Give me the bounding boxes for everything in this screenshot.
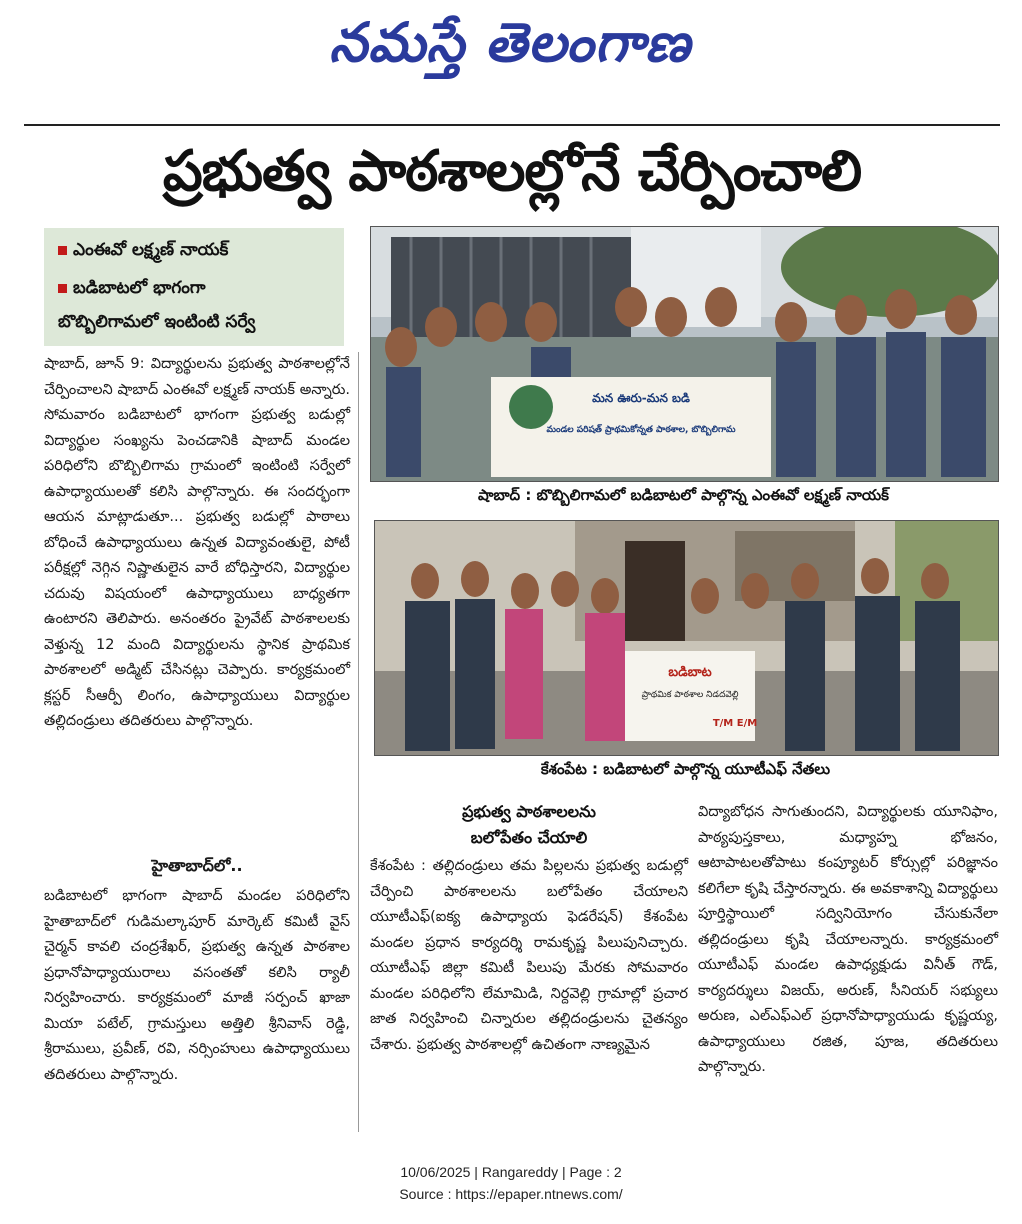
bullet-icon xyxy=(58,246,67,255)
deck-line-3: బొబ్బిలిగామలో ఇంటింటి సర్వే xyxy=(58,312,256,332)
footer-source[interactable]: Source : https://epaper.ntnews.com/ xyxy=(399,1186,623,1202)
newspaper-logo: నమస్తే తెలంగాణ xyxy=(329,10,691,74)
right-article-para-2: విద్యాబోధన సాగుతుందని, విద్యార్థులకు యూనిఫాం, పాఠ్యపుస్తకాలు, మధ్యాహ్న భోజనం, ఆటాపాటలతోపాటు కంప్యూటర్ కోర్సుల్లో పరిజ్ఞానం కలిగేలా కృషి చేస్తారన్నారు. ఈ అవకాశాన్ని విద్యార్థులు పూర్తిస్థాయిలో సద్వినియోగం చేసుకునేలా తల్లిదండ్రులు కృషి చేయాలన్నారు. కార్యక్రమంలో యూటీఎఫ్ మండల ఉపాధ్యక్షుడు వినీత్ గౌడ్, కార్యదర్శులు విజయ్, అరుణ్, సీనియర్ సభ్యులు అరుణ, ఎల్ఎఫ్ఎల్ ప్రధానోపాధ్యాయుడు కృష్ణయ్య, ఉపాధ్యాయులు రజిత, పూజ, తదితరులు పాల్గొన్నారు. xyxy=(698,804,998,1075)
banner-text-1: మన ఊరు-మన బడి xyxy=(592,391,690,405)
right-article-subhead-1: ప్రభుత్వ పాఠశాలలను xyxy=(462,802,596,821)
deck-box xyxy=(44,228,344,346)
right-article-para-1: కేశంపేట : తల్లిదండ్రులు తమ పిల్లలను ప్రభుత్వ బడుల్లో చేర్పించి పాఠశాలలను బలోపేతం చేయాలని యూటీఎఫ్(ఐక్య ఉపాధ్యాయ ఫెడరేషన్) కేశంపేట మండల ప్రధాన కార్యదర్శి రామకృష్ణ పిలుపునిచ్చారు. యూటీఎఫ్ జిల్లా కమిటీ పిలుపు మేరకు సోమవారం మండల పరిధిలోని లేమామిడి, నిర్దవెల్లి గ్రామాల్లో ప్రచార జాత నిర్వహించి చిన్నారుల తల్లిదండ్రులను చైతన్యం చేశారు. ప్రభుత్వ పాఠశాలల్లో ఉచితంగా నాణ్యమైన xyxy=(370,858,688,1053)
photo-bobbiligama xyxy=(370,226,999,482)
bullet-icon xyxy=(58,284,67,293)
right-article-col-2 xyxy=(698,800,998,1134)
photo-2-illustration xyxy=(375,521,998,755)
photo-keshampet xyxy=(374,520,999,756)
deck-line-1: ఎంఈవో లక్ష్మణ్ నాయక్ xyxy=(58,240,228,264)
header-rule xyxy=(24,124,1000,126)
footer-dateline: 10/06/2025 | Rangareddy | Page : 2 xyxy=(400,1164,622,1180)
banner-text-5: T/M E/M xyxy=(712,718,758,729)
column-rule xyxy=(358,352,359,1132)
headline: ప్రభుత్వ పాఠశాలల్లోనే చేర్పించాలి xyxy=(162,139,862,204)
banner-text-4: ప్రాథమిక పాఠశాల నిడదవెల్లి xyxy=(641,690,739,700)
deck-line-2: బడిబాటలో భాగంగా xyxy=(58,278,206,302)
masthead xyxy=(0,0,1022,90)
left-article-body xyxy=(44,352,350,852)
banner-text-3: బడిబాట xyxy=(668,665,712,680)
left-article-para-2: బడిబాటలో భాగంగా షాబాద్ మండల పరిధిలోని హైతాబాద్‌లో గుడిమల్కాపూర్ మార్కెట్ కమిటీ వైస్ చైర్మన్ కావలి చంద్రశేఖర్, ప్రభుత్వ ఉన్నత పాఠశాల ప్రధానోపాధ్యాయురాలు వసంతతో కలిసి ర్యాలీ నిర్వహించారు. కార్యక్రమంలో మాజీ సర్పంచ్ ఖాజా మియా పటేల్, గ్రామస్తులు అత్తిలి శ్రీనివాస్ రెడ్డి, శ్రీరాములు, ప్రవీణ్, రవి, నర్సింహులు ఉపాధ్యాయులు తదితరులు పాల్గొన్నారు. xyxy=(44,888,350,1083)
crosshead: హైతాబాద్‌లో.. xyxy=(151,856,243,875)
right-article-subhead-2: బలోపేతం చేయాలి xyxy=(470,828,588,847)
banner-text-2: మండల పరిషత్ ప్రాథమికోన్నత పాఠశాల, బొబ్బిలిగామ xyxy=(546,425,736,435)
photo-1-caption: షాబాద్ : బొబ్బిలిగామలో బడిబాటలో పాల్గొన్న ఎంఈవో లక్ష్మణ్ నాయక్ xyxy=(478,486,889,504)
left-article-para-1: షాబాద్, జూన్ 9: విద్యార్థులను ప్రభుత్వ పాఠశాలల్లోనే చేర్పించాలని షాబాద్ ఎంఈవో లక్ష్మణ్ నాయక్ అన్నారు. సోమవారం బడిబాటలో భాగంగా ప్రభుత్వ బడుల్లో విద్యార్థుల సంఖ్యను పెంచడానికి షాబాద్ మండల పరిధిలోని బొబ్బిలిగామ గ్రామంలో ఇంటింటి సర్వేలో ఉపాధ్యాయులతో కలిసి పాల్గొన్నారు. ఈ సందర్భంగా ఆయన మాట్లాడుతూ... ప్రభుత్వ బడుల్లో పాఠాలు బోధించే ఉపాధ్యాయులు ఉన్నత విద్యావంతులై, పోటీ పరీక్షల్లో నెగ్గిన నిష్ణాతులైన వారే బోధిస్తారని, విద్యార్థుల చదువు విషయంలో ఉపాధ్యాయులు బాధ్యతగా ఉంటారని తెలిపారు. అనంతరం ప్రైవేట్ పాఠశాలలకు వెళ్తున్న 12 మంది విద్యార్థులను స్థానిక ప్రాథమిక పాఠశాలలో అడ్మిట్ చేసినట్లు చెప్పారు. కార్యక్రమంలో క్లస్టర్ సీఆర్పీ లింగం, ఉపాధ్యాయులు విద్యార్థుల తల్లిదండ్రులు తదితరులు పాల్గొన్నారు. xyxy=(44,356,350,729)
photo-1-illustration xyxy=(371,227,998,481)
photo-2-caption: కేశంపేట : బడిబాటలో పాల్గొన్న యూటీఎఫ్ నేతలు xyxy=(540,760,831,778)
left-article-body-2 xyxy=(44,884,350,1134)
right-article-col-1 xyxy=(370,854,688,1134)
